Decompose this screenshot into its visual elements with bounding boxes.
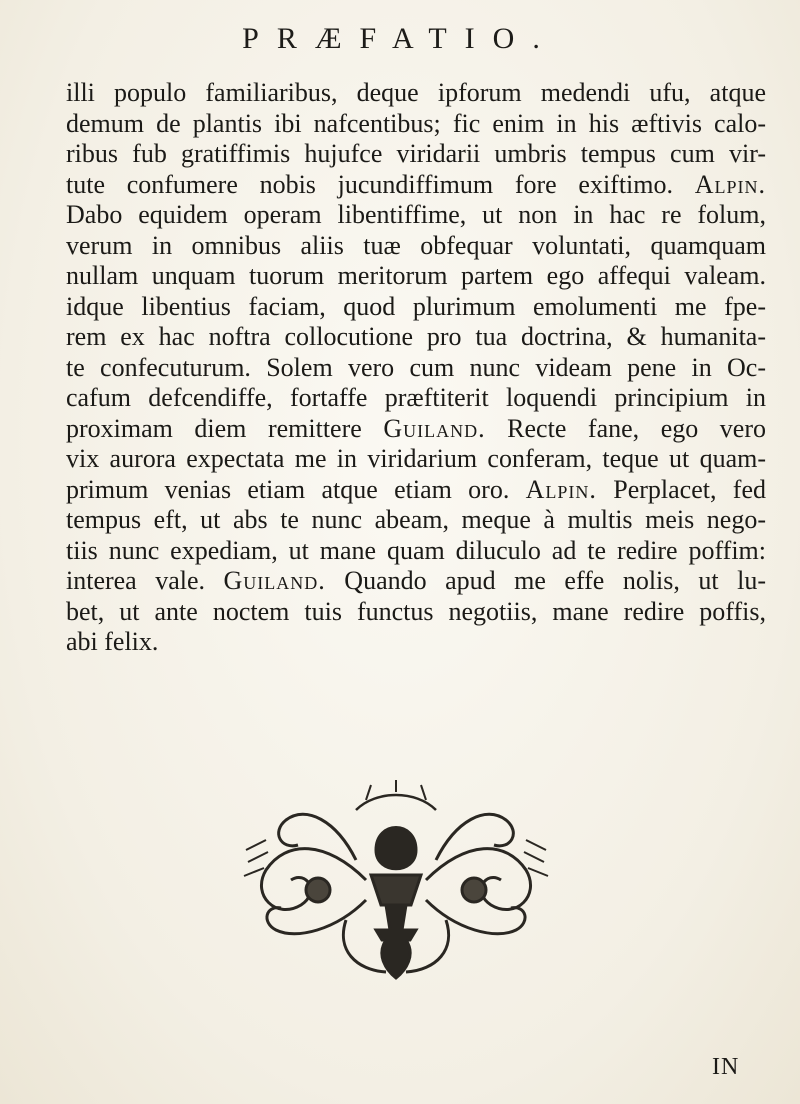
text-segment: primum venias etiam atque etiam oro. [66,474,526,504]
text-line [66,353,766,384]
text-line [66,505,766,536]
text-line [66,261,766,292]
text-segment: idque libentius faciam, quod plurimum emolumenti me fpe- [66,291,766,321]
text-segment: proximam diem remittere [66,413,384,443]
text-segment: ribus fub gratiffimis hujufce viridarii umbris tempus cum vir- [66,139,766,168]
text-line [66,414,766,445]
body-text [66,78,766,658]
printers-ornament [226,780,566,980]
text-line [66,170,766,201]
speaker-name: Alpin. [525,474,597,504]
text-line [66,475,766,506]
text-line [66,109,766,140]
text-line [66,444,766,475]
text-segment: nullam unquam tuorum meritorum partem ego affequi valeam. [66,261,766,290]
text-line [66,200,766,231]
text-segment: demum de plantis ibi nafcentibus; fic enim in his æftivis calo- [66,108,766,138]
text-line [66,627,766,658]
text-segment: cafum defcendiffe, fortaffe præftiterit loquendi principium in [66,383,766,412]
text-line [66,292,766,323]
text-segment: rem ex hac noftra collocutione pro tua doctrina, & humanita- [66,322,766,351]
text-segment: verum in omnibus aliis tuæ obfequar voluntati, quamquam [66,230,766,260]
text-segment: tempus eft, ut abs te nunc abeam, meque à multis meis nego- [66,505,766,534]
text-segment: Perplacet, fed [596,474,766,504]
text-segment: bet, ut ante noctem tuis functus negotiis, mane redire poffis, [66,596,766,626]
text-line [66,536,766,567]
text-segment: tiis nunc expediam, ut mane quam diluculo ad te redire poffim: [66,535,766,565]
text-line [66,139,766,170]
speaker-name: Guiland. [383,413,486,443]
text-line [66,597,766,628]
text-segment: Dabo equidem operam libentiffime, ut non in hac re folum, [66,200,766,229]
text-segment: interea vale. [66,566,224,595]
text-segment: tute confumere nobis jucundiffimum fore exiftimo. [66,169,695,199]
text-segment: Recte fane, ego vero [485,413,766,443]
text-segment: illi populo familiaribus, deque ipforum medendi ufu, atque [66,78,766,107]
text-segment: te confecuturum. Solem vero cum nunc videam pene in Oc- [66,352,766,382]
text-line [66,231,766,262]
text-segment: vix aurora expectata me in viridarium conferam, teque ut quam- [66,444,766,473]
running-head: PRÆFATIO. [242,22,558,55]
text-line [66,78,766,109]
text-segment: Quando apud me effe nolis, ut lu- [325,566,766,595]
text-segment: abi felix. [66,627,159,656]
catchword: IN [712,1054,740,1080]
text-line [66,383,766,414]
speaker-name: Alpin. [694,169,766,199]
speaker-name: Guiland. [223,566,326,595]
text-line [66,566,766,597]
text-line [66,322,766,353]
